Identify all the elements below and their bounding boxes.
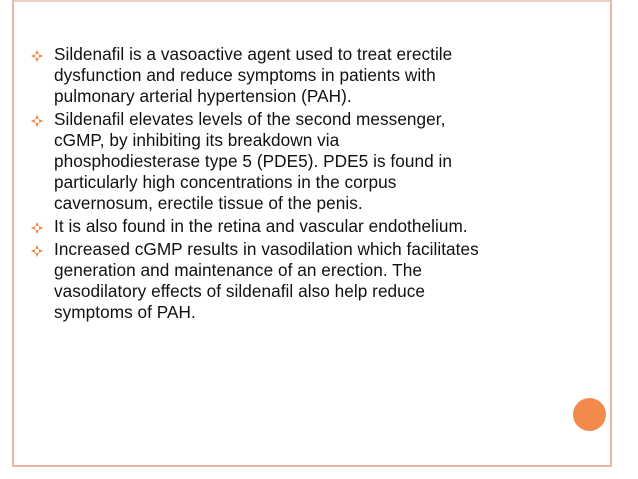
bullet-item	[30, 216, 560, 237]
bullet-icon	[30, 114, 44, 128]
bullet-icon	[30, 221, 44, 235]
slide-content	[30, 44, 560, 325]
bullet-icon	[30, 49, 44, 63]
bullet-text: Increased cGMP results in vasodilation which facilitates generation and maintenance of an erection. The vasodilatory effects of sildenafil also help reduce symptoms of PAH.	[54, 239, 479, 322]
bullet-item	[30, 239, 560, 323]
bullet-text: Sildenafil elevates levels of the second messenger, cGMP, by inhibiting its breakdown via phosphodiesterase type 5 (PDE5). PDE5 is found in particularly high concentrations in the corpus cavernosum, erectile tissue of the penis.	[54, 109, 452, 213]
decorative-circle-icon	[573, 398, 606, 431]
bullet-text: It is also found in the retina and vascular endothelium.	[54, 216, 468, 236]
bullet-icon	[30, 244, 44, 258]
bullet-item	[30, 109, 560, 214]
bullet-text: Sildenafil is a vasoactive agent used to treat erectile dysfunction and reduce symptoms in patients with pulmonary arterial hypertension (PAH).	[54, 44, 453, 106]
bullet-item	[30, 44, 560, 107]
